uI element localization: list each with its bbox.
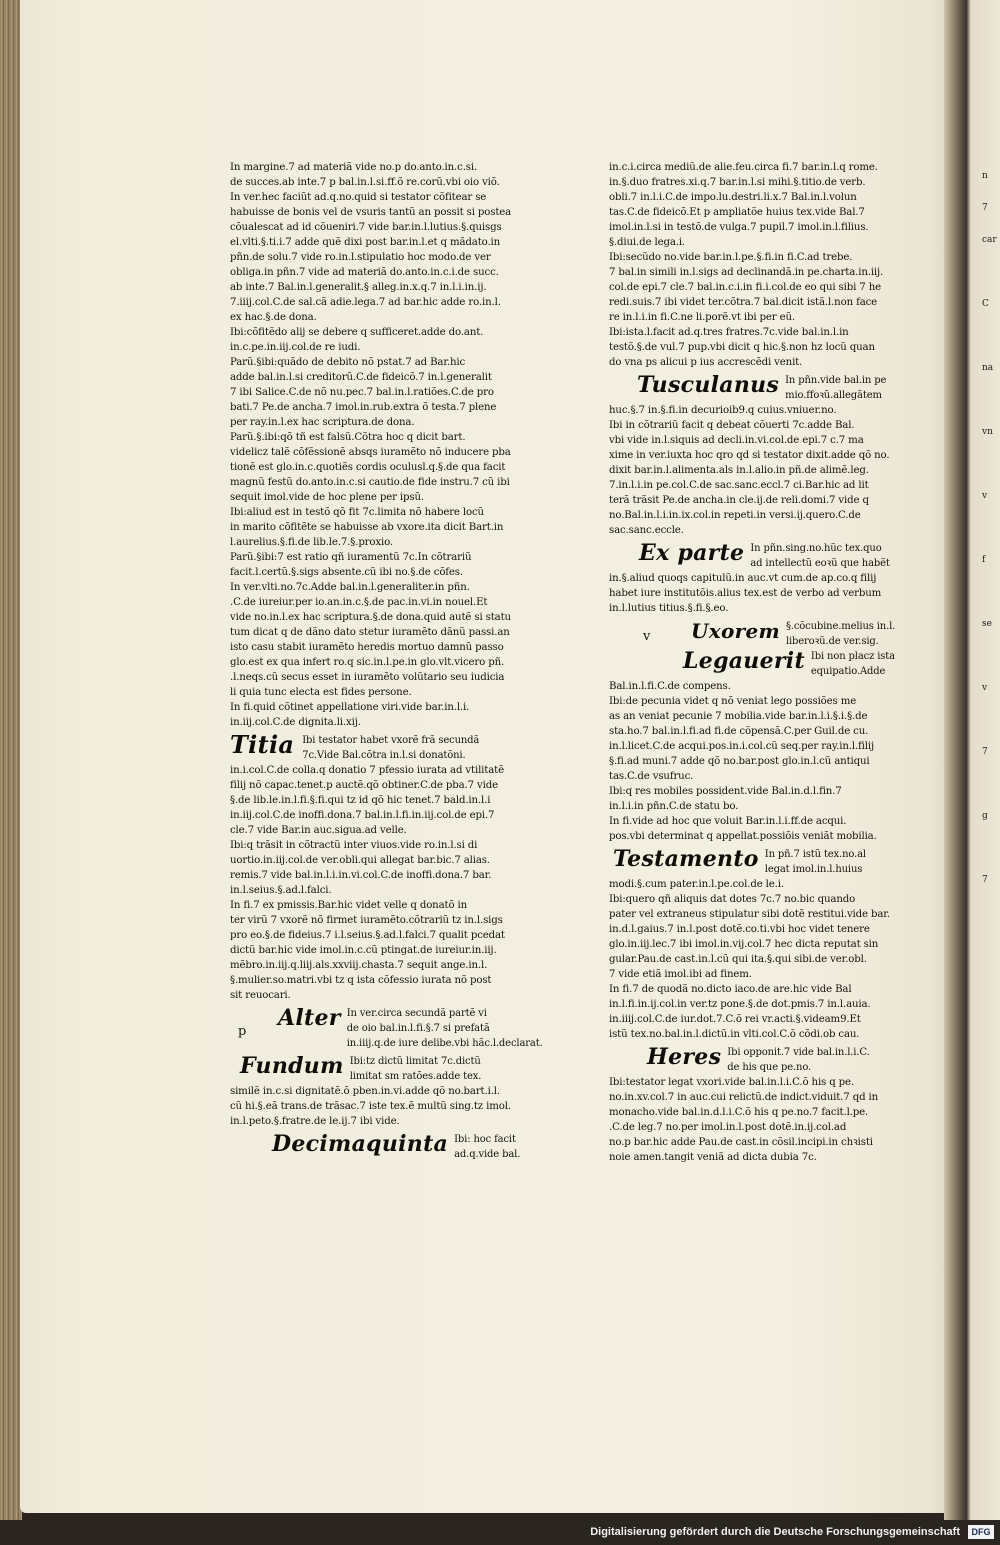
lemma-heading: Heres <box>647 1044 722 1070</box>
footer-bar <box>0 1520 1000 1545</box>
text-line: pñn.de solu.7 vide ro.in.l.stipulatio hoc modo.de ver <box>230 252 491 263</box>
lemma-alter <box>238 1005 553 1051</box>
text-line: tas.C.de vsufruc. <box>609 771 694 782</box>
text-line: no.Bal.in.l.i.in.ix.col.in repeti.in versi.ij.quero.C.de <box>609 510 861 521</box>
text-line: remis.7 vide bal.in.l.i.in.vi.col.C.de inoffi.dona.7 bar. <box>230 870 492 881</box>
edge-fragment: f <box>982 555 986 565</box>
text-line: in.l.licet.C.de acqui.pos.in.i.col.cũ seq.per ray.in.l.filij <box>609 741 874 752</box>
lemma-decimaquinta <box>272 1132 553 1162</box>
text-line: In margine.7 ad materiã vide no.p do.anto.in.c.si. <box>230 162 478 173</box>
right-block-2 <box>609 403 932 538</box>
text-line: ad.q.vide bal. <box>454 1149 521 1160</box>
edge-fragment: 7 <box>982 875 988 885</box>
text-line: in.iij.col.C.de inoffi.dona.7 bal.in.l.fi.in.iij.col.de epi.7 <box>230 810 495 821</box>
text-line: ex hac.§.de dona. <box>230 312 317 323</box>
text-line: equipatio.Adde <box>810 666 886 677</box>
right-block-1 <box>609 160 932 370</box>
lemma-heading: Alter <box>278 1005 341 1031</box>
lemma-side-text <box>454 1132 520 1162</box>
text-line: 7.in.l.i.in pe.col.C.de sac.sanc.eccl.7 ci.Bar.hic ad lit <box>609 480 869 491</box>
text-line: in.l.peto.§.fratre.de le.ij.7 ibi vide. <box>230 1116 400 1127</box>
lemma-side-text <box>786 619 895 649</box>
edge-fragment: vn <box>982 427 993 437</box>
text-line: Ibi:de pecunia videt q nõ veniat lego possiões me <box>609 696 857 707</box>
left-block-3 <box>230 1084 553 1129</box>
text-line: Ibi:testator legat vxori.vide bal.in.l.i.C.õ his q pe. <box>609 1077 855 1088</box>
page-edges-left <box>0 0 22 1520</box>
lemma-tusculanus <box>637 373 932 403</box>
text-line: In ver.hec faciũt ad.q.no.quid si testator cõfitear se <box>230 192 487 203</box>
text-line: gular.Pau.de cast.in.l.cũ qui ita.§.qui sibi.de ver.obl. <box>609 954 867 965</box>
text-line: sta.ho.7 bal.in.l.fi.ad fi.de cõpensã.C.per Guil.de cu. <box>609 726 869 737</box>
text-line: dictũ bar.hic vide imol.in.c.cũ ptingat.de iureiur.in.iij. <box>230 945 497 956</box>
text-line: ad intellectũ eoꝛũ que habẽt <box>750 558 890 569</box>
text-line: Ibi non placz ista <box>810 651 895 662</box>
text-line: .C.de iureiur.per io.an.in.c.§.de pac.in.vi.in nouel.Et <box>230 597 488 608</box>
margin-signature: p <box>238 1024 247 1039</box>
text-line: 7 bal.in simili in.l.sigs ad declinandã.in pe.charta.in.iij. <box>609 267 884 278</box>
text-line: In pñn.vide bal.in pe <box>785 375 887 386</box>
text-line: re in.l.i.in fi.C.ne li.porẽ.vt ibi per eũ. <box>609 312 795 323</box>
text-line: pos.vbi determinat q appellat.possiõis veniãt mobilia. <box>609 831 877 842</box>
text-line: no.in.xv.col.7 in auc.cui relictũ.de indict.viduit.7 qd in <box>609 1092 879 1103</box>
text-line: obliga.in pñn.7 vide ad materiã do.anto.in.c.i.de succ. <box>230 267 499 278</box>
lemma-heading: Titia <box>230 730 295 759</box>
text-line: in.d.l.gaius.7 in.l.post dotẽ.co.ti.vbi hoc videt tenere <box>609 924 870 935</box>
edge-fragment: car <box>982 235 997 245</box>
lemma-legauerit <box>683 649 932 679</box>
text-line: Ibi:aliud est in testõ qõ fit 7c.limita nõ habere locũ <box>230 507 484 518</box>
text-line: modi.§.cum pater.in.l.pe.col.de le.i. <box>609 879 784 890</box>
text-line: pater vel extraneus stipulatur sibi dotẽ restitui.vide bar. <box>609 909 890 920</box>
text-line: tum dicat q de dãno dato stetur iuramẽto dãnũ passi.an <box>230 627 510 638</box>
text-line: 7 ibi Salice.C.de nõ nu.pec.7 bal.in.l.ratiões.C.de pro <box>230 387 494 398</box>
text-line: de oio bal.in.l.fi.§.7 si prefatã <box>346 1023 490 1034</box>
right-block-6 <box>609 1075 932 1165</box>
edge-fragment: n <box>982 171 988 181</box>
text-line: §.fi.ad muni.7 adde qõ no.bar.post glo.in.l.cũ antiqui <box>609 756 870 767</box>
text-line: cle.7 vide Bar.in auc.sigua.ad velle. <box>230 825 407 836</box>
lemma-side-text <box>727 1045 869 1075</box>
text-line: pro eo.§.de fideius.7 i.l.seius.§.ad.l.falci.7 qualit pcedat <box>230 930 505 941</box>
text-line: In fi.vide ad hoc que voluit Bar.in.l.i.ff.de acqui. <box>609 816 847 827</box>
text-line: uortio.in.iij.col.de ver.obli.qui allegat bar.bic.7 alias. <box>230 855 490 866</box>
lemma-side-text <box>347 1006 543 1051</box>
text-line: vbi vide in.l.siquis ad decli.in.vi.col.de epi.7 c.7 ma <box>609 435 864 446</box>
text-line: do vna ps alicui p ius accrescẽdi venit. <box>609 357 803 368</box>
text-line: noie amen.tangit veniã ad dicta dubia 7c. <box>609 1152 817 1163</box>
lemma-ex-parte <box>639 541 932 571</box>
lemma-side-text <box>750 541 889 571</box>
lemma-uxorem <box>643 619 932 649</box>
text-line: ter virũ 7 vxorẽ nõ firmet iuramẽto.cõtrariũ tz in.l.sigs <box>230 915 503 926</box>
text-line: bati.7 Pe.de ancha.7 imol.in.rub.extra õ testa.7 plene <box>230 402 497 413</box>
text-line: §.cõcubine.melius in.l. <box>785 621 896 632</box>
text-line: dixit bar.in.l.alimenta.als in.l.alio.in pñ.de alimẽ.leg. <box>609 465 869 476</box>
text-line: in.l.seius.§.ad.l.falci. <box>230 885 332 896</box>
text-line: Ibi:tz dictũ limitat 7c.dictũ <box>349 1056 481 1067</box>
text-line: Ibi:q trãsit in cõtractũ inter viuos.vide ro.in.l.si di <box>230 840 478 851</box>
text-line: mio.ffoꝛũ.allegãtem <box>785 390 882 401</box>
text-line: l.aurelius.§.fi.de lib.le.7.§.proxio. <box>230 537 393 548</box>
text-line: cõualescat ad id cõueniri.7 vide bar.in.l.lutius.§.quisgs <box>230 222 502 233</box>
lemma-heading: Ex parte <box>639 540 745 566</box>
left-column <box>230 160 553 1162</box>
text-line: isto casu stabit iuramẽto heredis mortuo damnũ passo <box>230 642 504 653</box>
text-line: Ibi:quero qñ aliquis dat dotes 7c.7 no.bic quando <box>609 894 856 905</box>
text-line: in.l.fi.in.ij.col.in ver.tz pone.§.de dot.pmis.7 in.l.auia. <box>609 999 871 1010</box>
text-line: in.iij.col.C.de dignita.li.xij. <box>230 717 361 728</box>
edge-fragment: 7 <box>982 747 988 757</box>
text-line: cũ hi.§.eã trans.de trãsac.7 iste tex.ẽ multũ sing.tz imol. <box>230 1101 511 1112</box>
text-line: glo.est ex qua infert ro.q sic.in.l.pe.in glo.vlt.vicero pñ. <box>230 657 505 668</box>
right-block-5 <box>609 877 932 1042</box>
text-line: in.l.i.in pñn.C.de statu bo. <box>609 801 739 812</box>
text-line: obli.7 in.l.i.C.de impo.lu.destri.li.x.7 Bal.in.l.volun <box>609 192 857 203</box>
text-line: legat imol.in.l.huius <box>764 864 863 875</box>
left-block-1 <box>230 160 553 730</box>
lemma-heres <box>647 1045 932 1075</box>
text-line: §.diui.de lega.i. <box>609 237 686 248</box>
text-line: In ver.vlti.no.7c.Adde bal.in.l.generaliter.in pñn. <box>230 582 470 593</box>
text-line: Ibi: hoc facit <box>454 1134 516 1145</box>
text-line: redi.suis.7 ibi videt ter.cõtra.7 bal.dicit istã.l.non face <box>609 297 878 308</box>
edge-fragment: v <box>982 683 988 693</box>
lemma-testamento <box>613 847 932 877</box>
text-line: col.de epi.7 cle.7 bal.in.c.i.in fi.i.col.de eo qui sibi 7 he <box>609 282 882 293</box>
text-line: In ver.circa secundã partẽ vi <box>346 1008 487 1019</box>
text-line: tionẽ est glo.in.c.quotiẽs cordis oculusl.q.§.de qua facit <box>230 462 506 473</box>
text-line: facit.l.certũ.§.sigs absente.cũ ibi no.§.de cõfes. <box>230 567 463 578</box>
text-line: In fi.quid cõtinet appellatione viri.vide bar.in.l.i. <box>230 702 470 713</box>
lemma-titia <box>230 730 553 763</box>
text-line: Ibi:ista.l.facit ad.q.tres fratres.7c.vide bal.in.l.in <box>609 327 849 338</box>
edge-fragment: v <box>982 491 988 501</box>
text-line: Parũ.§.ibi:qõ tñ est falsũ.Cõtra hoc q dicit bart. <box>230 432 466 443</box>
footer-credit: Digitalisierung gefördert durch die Deutsche Forschungsgemeinschaft <box>590 1526 960 1538</box>
text-line: 7.iiij.col.C.de sal.cã adie.lega.7 ad bar.hic adde ro.in.l. <box>230 297 501 308</box>
text-line: in.l.lutius titius.§.fi.§.eo. <box>609 603 729 614</box>
text-line: Ibi:cõfitẽdo alij se debere q sufficeret.adde do.ant. <box>230 327 484 338</box>
left-block-2 <box>230 763 553 1003</box>
text-line: §.de lib.le.in.l.fi.§.fi.qui tz id qõ hic tenet.7 bald.in.l.i <box>230 795 491 806</box>
text-line: Bal.in.l.fi.C.de compens. <box>609 681 731 692</box>
text-line: in.i.col.C.de colla.q donatio 7 pfessio iurata ad vtilitatẽ <box>230 765 504 776</box>
lemma-heading: Decimaquinta <box>272 1131 449 1157</box>
text-line: adde bal.in.l.si creditorũ.C.de fideicõ.7 in.l.generalit <box>230 372 492 383</box>
text-line: in.c.i.circa mediũ.de alie.feu.circa fi.7 bar.in.l.q rome. <box>609 162 878 173</box>
lemma-heading: Testamento <box>613 846 759 872</box>
edge-fragment: se <box>982 619 992 629</box>
text-line: monacho.vide bal.in.d.l.i.C.õ his q pe.no.7 facit.l.pe. <box>609 1107 869 1118</box>
text-line: Parũ.§ibi:quãdo de debito nõ pstat.7 ad Bar.hic <box>230 357 466 368</box>
edge-fragment: C <box>982 299 989 309</box>
lemma-heading: Tusculanus <box>637 372 780 398</box>
lemma-side-text <box>785 373 886 403</box>
text-line: glo.in.iij.lec.7 ibi imol.in.vij.col.7 hec dicta reputat sin <box>609 939 879 950</box>
text-line: 7c.Vide Bal.cõtra in.l.si donatõni. <box>302 750 466 761</box>
lemma-side-text <box>350 1054 482 1084</box>
text-line: Ibi testator habet vxorẽ frã secundã <box>302 735 480 746</box>
text-line: Ibi opponit.7 vide bal.in.l.i.C. <box>727 1047 870 1058</box>
text-line: Ibi:secũdo no.vide bar.in.l.pe.§.fi.in fi.C.ad trebe. <box>609 252 853 263</box>
dfg-logo: DFG <box>968 1525 994 1539</box>
text-line: in.§.aliud quoqs capitulũ.in auc.vt cum.de ap.co.q filij <box>609 573 877 584</box>
text-line: Ibi in cõtrariũ facit q debeat cõuerti 7c.adde Bal. <box>609 420 855 431</box>
text-line: similẽ in.c.si dignitatẽ.õ pben.in.vi.adde qõ no.bart.i.l. <box>230 1086 500 1097</box>
text-line: liberoꝛũ.de ver.sig. <box>785 636 879 647</box>
text-line: magnũ festũ do.anto.in.c.si cautio.de fide instru.7 cũ ibi <box>230 477 510 488</box>
text-line: filij nõ capac.tenet.p auctẽ.qõ obtiner.C.de pba.7 vide <box>230 780 499 791</box>
text-line: sit reuocari. <box>230 990 291 1001</box>
text-line: habet iure institutõis.alius tex.est de verbo ad verbum <box>609 588 882 599</box>
text-line: In pñn.sing.no.hũc tex.quo <box>750 543 882 554</box>
lemma-side-text <box>811 649 895 679</box>
lemma-heading: Legauerit <box>683 648 805 674</box>
text-line: de succes.ab inte.7 p bal.in.l.si.ff.õ re.corũ.vbi oio viõ. <box>230 177 500 188</box>
text-line: li quia tunc electa est fides persone. <box>230 687 412 698</box>
text-line: Parũ.§ibi:7 est ratio qñ iuramentũ 7c.In cõtrariũ <box>230 552 472 563</box>
text-line: in.iiij.q.de iure delibe.vbi hãc.l.declarat. <box>346 1038 543 1049</box>
text-line: mẽbro.in.iij.q.liij.als.xxviij.chasta.7 sequit ange.in.l. <box>230 960 488 971</box>
text-line: in.iiij.col.C.de iur.dot.7.C.õ rei vr.acti.§.videam9.Et <box>609 1014 861 1025</box>
edge-fragment: na <box>982 363 994 373</box>
text-line: sac.sanc.eccle. <box>609 525 684 536</box>
text-line: videlicz talẽ cõfẽssionẽ absqs iuramẽto nõ inducere pba <box>230 447 511 458</box>
edge-fragment: g <box>982 811 988 821</box>
text-line: testõ.§.de vul.7 pup.vbi dicit q hic.§.non hz locũ quan <box>609 342 875 353</box>
text-line: el.vlti.§.ti.i.7 adde quẽ dixi post bar.in.l.et q mãdato.in <box>230 237 501 248</box>
text-line: xime in ver.iuxta hoc qro qd si testator dixit.adde qõ no. <box>609 450 890 461</box>
text-line: Ibi:q res mobiles possident.vide Bal.in.d.l.fin.7 <box>609 786 842 797</box>
margin-signature: v <box>643 629 651 644</box>
book-gutter <box>944 0 1000 1520</box>
text-line: In fi.7 de quodã no.dicto iaco.de are.hic vide Bal <box>609 984 852 995</box>
text-line: tas.C.de fideicõ.Et p ampliatõe huius tex.vide Bal.7 <box>609 207 865 218</box>
lemma-heading: Fundum <box>240 1053 344 1079</box>
edge-fragment: 7 <box>982 203 988 213</box>
text-line: vide no.in.l.ex hac scriptura.§.de dona.quid autẽ si statu <box>230 612 511 623</box>
text-line: terã trãsit Pe.de ancha.in cle.ij.de reli.domi.7 vide q <box>609 495 869 506</box>
lemma-side-text <box>302 733 479 763</box>
text-line: .l.neqs.cũ secus esset in iuramẽto volũtario seu iudicia <box>230 672 505 683</box>
lemma-side-text <box>765 847 866 877</box>
text-line: as an veniat pecunie 7 mobilia.vide bar.in.l.i.§.i.§.de <box>609 711 868 722</box>
right-block-4 <box>609 679 932 844</box>
right-block-3 <box>609 571 932 616</box>
right-column <box>609 160 932 1165</box>
text-line: sequit imol.vide de hoc plene per ipsũ. <box>230 492 424 503</box>
text-line: §.mulier.so.matri.vbi tz q ista cõfessio iurata nõ post <box>230 975 492 986</box>
text-line: istũ tex.no.bal.in.l.dictũ.in vlti.col.C.õ cõdi.ob cau. <box>609 1029 860 1040</box>
text-line: habuisse de bonis vel de vsuris tantũ an possit si postea <box>230 207 512 218</box>
text-line: in.c.pe.in.iij.col.de re iudi. <box>230 342 361 353</box>
text-line: no.p bar.hic adde Pau.de cast.in cõsil.incipi.in chꝛisti <box>609 1137 873 1148</box>
text-line: In pñ.7 istũ tex.no.al <box>764 849 866 860</box>
text-line: per ray.in.l.ex hac scriptura.de dona. <box>230 417 415 428</box>
text-line: .C.de leg.7 no.per imol.in.l.post dotẽ.in.ij.col.ad <box>609 1122 847 1133</box>
lemma-fundum <box>240 1054 553 1084</box>
text-line: limitat sm ratões.adde tex. <box>349 1071 482 1082</box>
text-line: In fi.7 ex pmissis.Bar.hic videt velle q donatõ in <box>230 900 468 911</box>
text-line: imol.in.l.si in testõ.de vulga.7 pupil.7 imol.in.l.filius. <box>609 222 869 233</box>
text-line: 7 vide etiã imol.ibi ad finem. <box>609 969 752 980</box>
text-line: de his que pe.no. <box>727 1062 812 1073</box>
lemma-heading: Uxorem <box>691 619 780 643</box>
text-line: in marito cõfitẽte se habuisse ab vxore.ita dicit Bart.in <box>230 522 504 533</box>
text-line: ab inte.7 Bal.in.l.generalit.§ alleg.in.x.q.7 in.l.i.in.ij. <box>230 282 487 293</box>
text-line: in.§.duo fratres.xi.q.7 bar.in.l.si mihi.§.titio.de verb. <box>609 177 866 188</box>
text-line: huc.§.7 in.§.fi.in decurioib9.q cuius.vniuer.no. <box>609 405 837 416</box>
